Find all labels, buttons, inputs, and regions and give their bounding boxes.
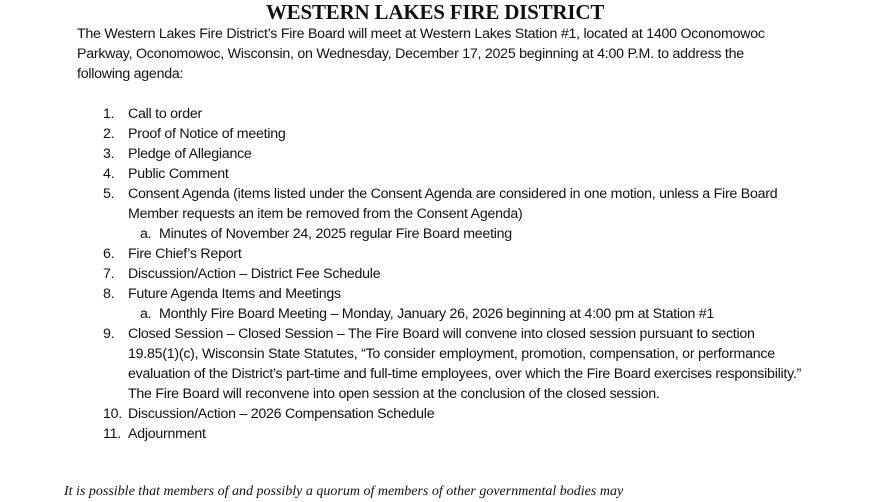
agenda-list — [0, 104, 870, 444]
agenda-item — [0, 144, 808, 164]
agenda-item-text: Future Agenda Items and Meetings — [128, 286, 341, 302]
agenda-item-number: 2. — [103, 126, 115, 142]
agenda-item-number: 6. — [103, 246, 115, 262]
agenda-item-text: Adjournment — [128, 426, 206, 442]
agenda-item-number: 1. — [103, 106, 115, 122]
intro-paragraph: The Western Lakes Fire District’s Fire Board will meet at Western Lakes Station #1, located at 1400 Oconomowoc Parkway, Oconomowoc, Wisconsin, on Wednesday, December 17, 2025 beginning at 4:00 P.M. to address the following agenda: — [77, 26, 765, 82]
agenda-item-text: Discussion/Action – District Fee Schedule — [128, 266, 381, 282]
agenda-subitem-text: Minutes of November 24, 2025 regular Fire Board meeting — [159, 226, 512, 242]
agenda-item — [0, 424, 808, 444]
agenda-item-number: 5. — [103, 186, 115, 202]
agenda-item-text: Fire Chief’s Report — [128, 246, 242, 262]
agenda-item-text: Public Comment — [128, 166, 229, 182]
agenda-item-text: Pledge of Allegiance — [128, 146, 252, 162]
agenda-item-text: Call to order — [128, 106, 203, 122]
agenda-subitem — [0, 224, 849, 244]
document-title: WESTERN LAKES FIRE DISTRICT — [265, 0, 605, 24]
agenda-subitem — [0, 304, 849, 324]
agenda-item-text: Consent Agenda (items listed under the Consent Agenda are considered in one motion, unless a Fire Board Member requests an item be removed from the Consent Agenda) — [128, 186, 778, 222]
agenda-item-number: 10. — [103, 406, 122, 422]
agenda-item — [0, 324, 808, 404]
footer-notice-partial: It is possible that members of and possibly a quorum of members of other governmental bodies may — [64, 484, 624, 499]
agenda-item-text: Closed Session – Closed Session – The Fire Board will convene into closed session pursuant to section 19.85(1)(c), Wisconsin State Statutes, “To consider employment, promotion, compensation, or performance evaluation of the District’s part-time and full-time employees, over which the Fire Board exercises responsibility.” The Fire Board will reconvene into open session at the conclusion of the closed session. — [128, 326, 802, 402]
agenda-item — [0, 164, 808, 184]
agenda-item — [0, 184, 808, 224]
agenda-item — [0, 284, 808, 304]
agenda-item-number: 3. — [103, 146, 115, 162]
agenda-item-number: 11. — [103, 426, 121, 442]
agenda-item — [0, 264, 808, 284]
agenda-subitem-text: Monthly Fire Board Meeting – Monday, January 26, 2026 beginning at 4:00 pm at Station #1 — [159, 306, 715, 322]
agenda-item-number: 7. — [103, 266, 115, 282]
agenda-item-number: 8. — [103, 286, 115, 302]
agenda-item — [0, 244, 808, 264]
agenda-item — [0, 404, 808, 424]
agenda-item — [0, 104, 808, 124]
agenda-subitem-letter: a. — [140, 226, 152, 242]
agenda-item-number: 9. — [103, 326, 115, 342]
agenda-item-text: Discussion/Action – 2026 Compensation Schedule — [128, 406, 435, 422]
agenda-item-number: 4. — [103, 166, 115, 182]
agenda-item-text: Proof of Notice of meeting — [128, 126, 286, 142]
agenda-subitem-letter: a. — [140, 306, 152, 322]
agenda-item — [0, 124, 808, 144]
